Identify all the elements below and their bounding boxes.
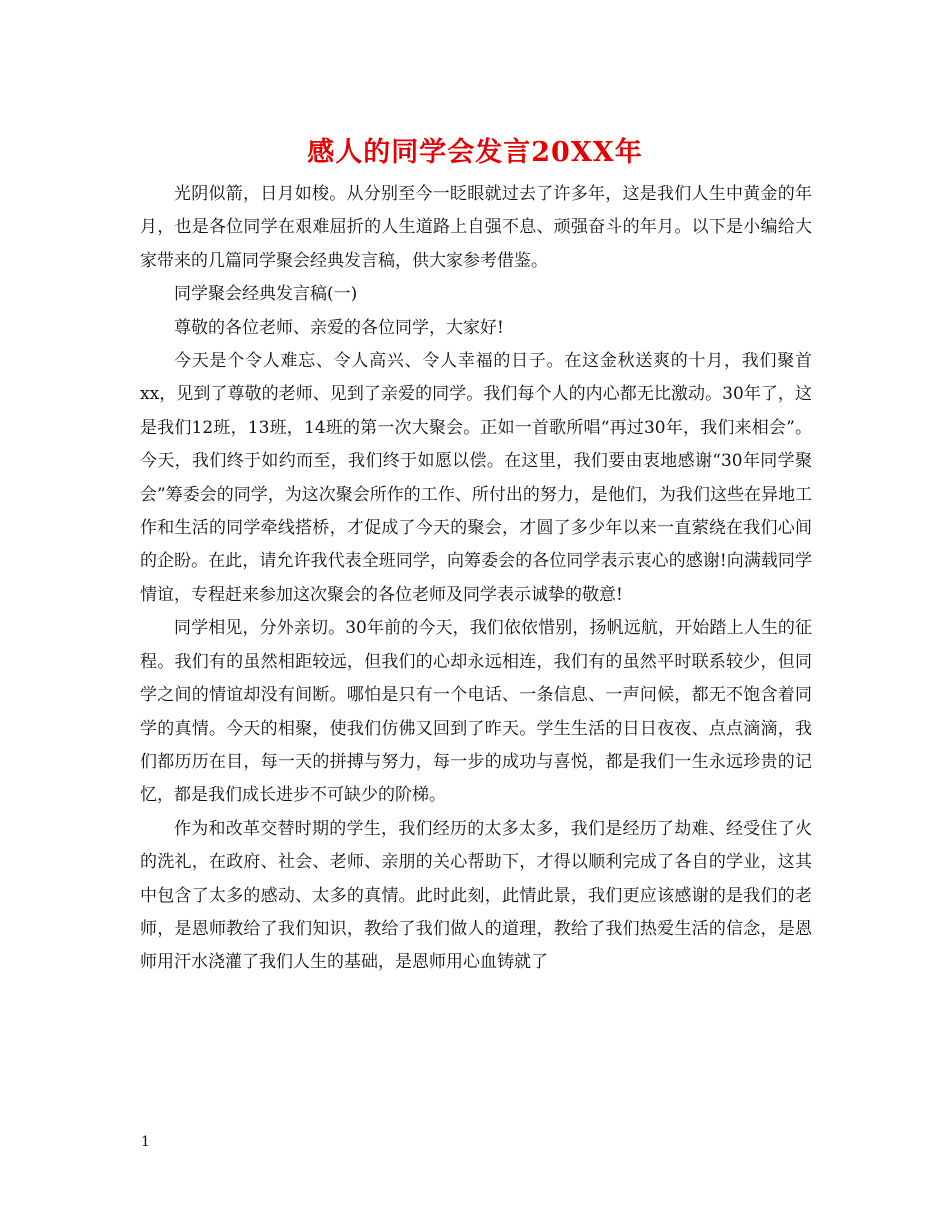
page-number: 1 <box>141 1134 150 1150</box>
paragraph-intro: 光阴似箭，日月如梭。从分别至今一眨眼就过去了许多年，这是我们人生中黄金的年月，也是各位同学在艰难屈折的人生道路上自强不息、顽强奋斗的年月。以下是小编给大家带来的几篇同学聚会经典发言稿，供大家参考借鉴。 <box>140 184 812 271</box>
paragraph-section-heading: 同学聚会经典发言稿(一) <box>174 284 358 305</box>
paragraph-body: 作为和改革交替时期的学生，我们经历的太多太多，我们是经历了劫难、经受住了火的洗礼，在政府、社会、老师、亲朋的关心帮助下，才得以顺利完成了各自的学业，这其中包含了太多的感动、太多的真情。此时此刻，此情此景，我们更应该感谢的是我们的老师，是恩师教给了我们知识，教给了我们做人的道理，教给了我们热爱生活的信念，是恩师用汗水浇灌了我们人生的基础，是恩师用心血铸就了 <box>140 818 812 973</box>
page-title: 感人的同学会发言20XX年 <box>307 137 643 168</box>
paragraph-body: 今天是个令人难忘、令人高兴、令人幸福的日子。在这金秋送爽的十月，我们聚首xx，见到了尊敬的老师、见到了亲爱的同学。我们每个人的内心都无比激动。30年了，这是我们12班，13班，14班的第一次大聚会。正如一首歌所唱“再过30年，我们来相会”。今天，我们终于如约而至，我们终于如愿以偿。在这里，我们要由衷地感谢“30年同学聚会”筹委会的同学，为这次聚会所作的工作、所付出的努力，是他们，为我们这些在异地工作和生活的同学牵线搭桥，才促成了今天的聚会，才圆了多少年以来一直萦绕在我们心间的企盼。在此，请允许我代表全班同学，向筹委会的各位同学表示衷心的感谢!向满载同学情谊，专程赶来参加这次聚会的各位老师及同学表示诚挚的敬意! <box>140 351 812 605</box>
paragraph-body: 同学相见，分外亲切。30年前的今天，我们依依惜别，扬帆远航，开始踏上人生的征程。我们有的虽然相距较远，但我们的心却永远相连，我们有的虽然平时联系较少，但同学之间的情谊却没有间断。哪怕是只有一个电话、一条信息、一声问候，都无不饱含着同学的真情。今天的相聚，使我们仿佛又回到了昨天。学生生活的日日夜夜、点点滴滴，我们都历历在目，每一天的拼搏与努力，每一步的成功与喜悦，都是我们一生永远珍贵的记忆，都是我们成长进步不可缺少的阶梯。 <box>140 618 812 806</box>
paragraph-greeting: 尊敬的各位老师、亲爱的各位同学，大家好! <box>174 317 504 338</box>
document-body <box>140 178 812 980</box>
